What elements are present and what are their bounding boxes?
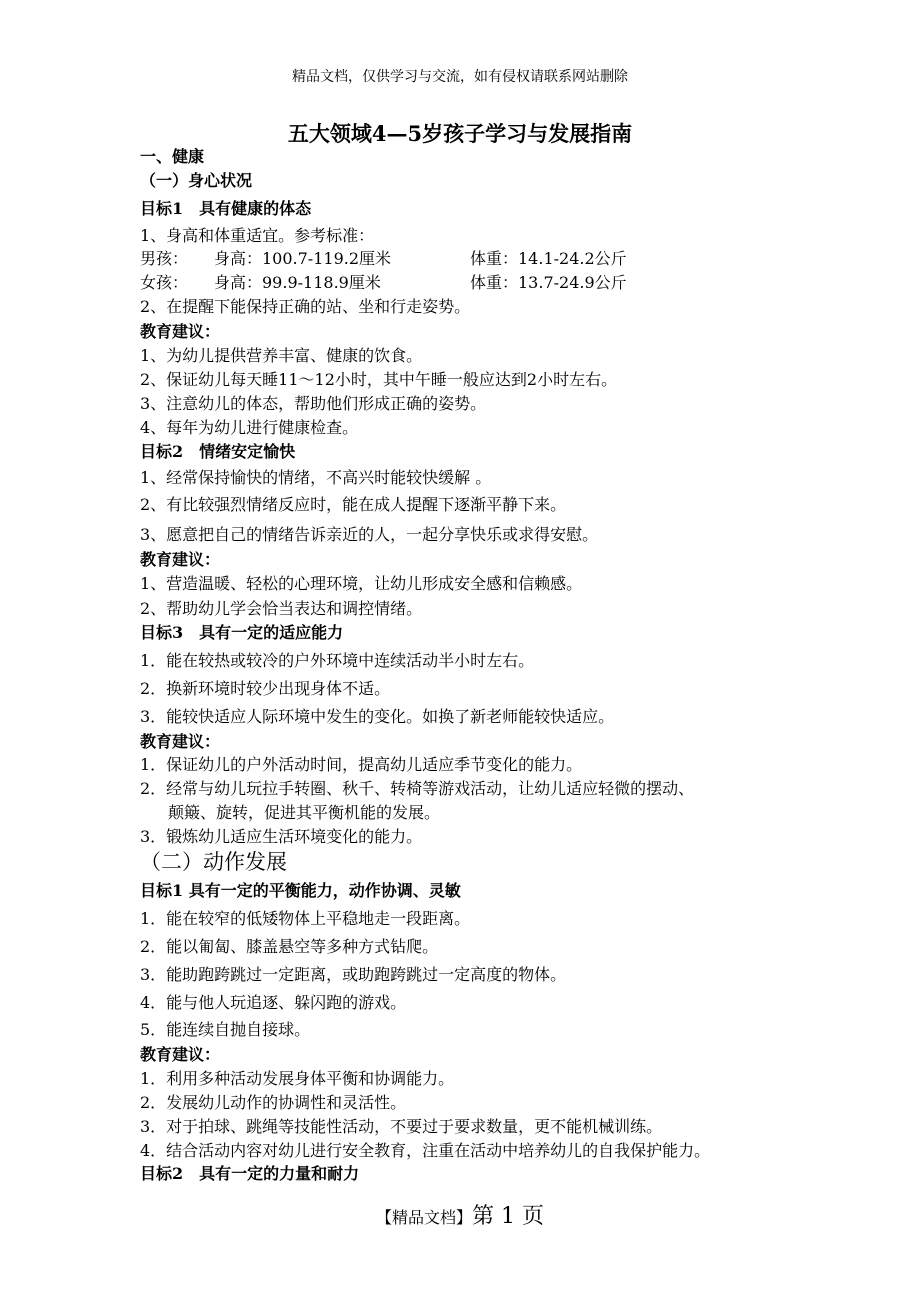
- text-line: 1、营造温暖、轻松的心理环境，让幼儿形成安全感和信赖感。: [140, 574, 583, 593]
- text-line: 2．换新环境时较少出现身体不适。: [140, 679, 391, 698]
- text-line: 2、有比较强烈情绪反应时，能在成人提醒下逐渐平静下来。: [140, 495, 567, 514]
- document-title: 五大领域4—5岁孩子学习与发展指南: [287, 121, 633, 146]
- goal-heading: 目标1 具有一定的平衡能力，动作协调、灵敏: [140, 881, 461, 900]
- page-header-watermark: 精品文档，仅供学习与交流，如有侵权请联系网站删除: [292, 69, 628, 85]
- boy-weight: 体重：14.1-24.2公斤: [470, 249, 627, 268]
- page-footer: [0, 1199, 920, 1230]
- boy-height: 身高：100.7-119.2厘米: [214, 249, 392, 268]
- text-line: 3．能助跑跨跳过一定距离，或助跑跨跳过一定高度的物体。: [140, 965, 567, 984]
- text-line: 2．发展幼儿动作的协调性和灵活性。: [140, 1093, 407, 1112]
- text-line: 1．利用多种活动发展身体平衡和协调能力。: [140, 1069, 455, 1088]
- page-number: 第 1 页: [472, 1204, 544, 1229]
- text-line: 2、保证幼儿每天睡11～12小时，其中午睡一般应达到2小时左右。: [140, 370, 618, 389]
- text-line: 1、身高和体重适宜。参考标准：: [140, 226, 375, 245]
- section-heading-health: 一、健康: [140, 147, 205, 166]
- girl-reference-row: [140, 273, 188, 293]
- text-line: 1．能在较热或较冷的户外环境中连续活动半小时左右。: [140, 651, 535, 670]
- text-line: 5．能连续自抛自接球。: [140, 1020, 311, 1039]
- advice-heading: 教育建议：: [140, 732, 221, 751]
- goal-heading: 目标1 具有健康的体态: [140, 199, 312, 218]
- boy-label: 男孩：: [140, 249, 189, 268]
- text-line: 3、愿意把自己的情绪告诉亲近的人，一起分享快乐或求得安慰。: [140, 525, 599, 544]
- text-line: 2．能以匍匐、膝盖悬空等多种方式钻爬。: [140, 937, 439, 956]
- text-line: 3、注意幼儿的体态，帮助他们形成正确的姿势。: [140, 394, 487, 413]
- goal-heading: 目标2 具有一定的力量和耐力: [140, 1164, 360, 1183]
- text-line: 3．能较快适应人际环境中发生的变化。如换了新老师能较快适应。: [140, 707, 615, 726]
- text-line: 2、在提醒下能保持正确的站、坐和行走姿势。: [140, 297, 471, 316]
- text-line: 3．对于拍球、跳绳等技能性活动，不要过于要求数量，更不能机械训练。: [140, 1117, 663, 1136]
- text-line: 2．经常与幼儿玩拉手转圈、秋千、转椅等游戏活动，让幼儿适应轻微的摆动、: [140, 779, 695, 798]
- subsection-heading: （二）动作发展: [140, 850, 287, 874]
- girl-weight: 体重：13.7-24.9公斤: [470, 273, 627, 292]
- subsection-heading: （一）身心状况: [140, 171, 253, 190]
- text-line: 1．能在较窄的低矮物体上平稳地走一段距离。: [140, 909, 471, 928]
- footer-tag: 【精品文档】: [376, 1208, 473, 1227]
- girl-height: 身高：99.9-118.9厘米: [214, 273, 381, 292]
- text-line: 4．能与他人玩追逐、躲闪跑的游戏。: [140, 993, 407, 1012]
- text-line: 颠簸、旋转，促进其平衡机能的发展。: [168, 803, 441, 822]
- girl-label: 女孩：: [140, 273, 189, 292]
- text-line: 1、经常保持愉快的情绪，不高兴时能较快缓解 。: [140, 468, 492, 487]
- goal-heading: 目标2 情绪安定愉快: [140, 442, 296, 461]
- text-line: 3．锻炼幼儿适应生活环境变化的能力。: [140, 827, 423, 846]
- text-line: 4、每年为幼儿进行健康检查。: [140, 418, 359, 437]
- advice-heading: 教育建议：: [140, 1045, 221, 1064]
- advice-heading: 教育建议：: [140, 550, 221, 569]
- text-line: 1．保证幼儿的户外活动时间，提高幼儿适应季节变化的能力。: [140, 755, 583, 774]
- advice-heading: 教育建议：: [140, 322, 221, 341]
- text-line: 4．结合活动内容对幼儿进行安全教育，注重在活动中培养幼儿的自我保护能力。: [140, 1141, 711, 1160]
- text-line: 2、帮助幼儿学会恰当表达和调控情绪。: [140, 599, 423, 618]
- goal-heading: 目标3 具有一定的适应能力: [140, 623, 344, 642]
- boy-reference-row: [140, 249, 188, 269]
- text-line: 1、为幼儿提供营养丰富、健康的饮食。: [140, 346, 423, 365]
